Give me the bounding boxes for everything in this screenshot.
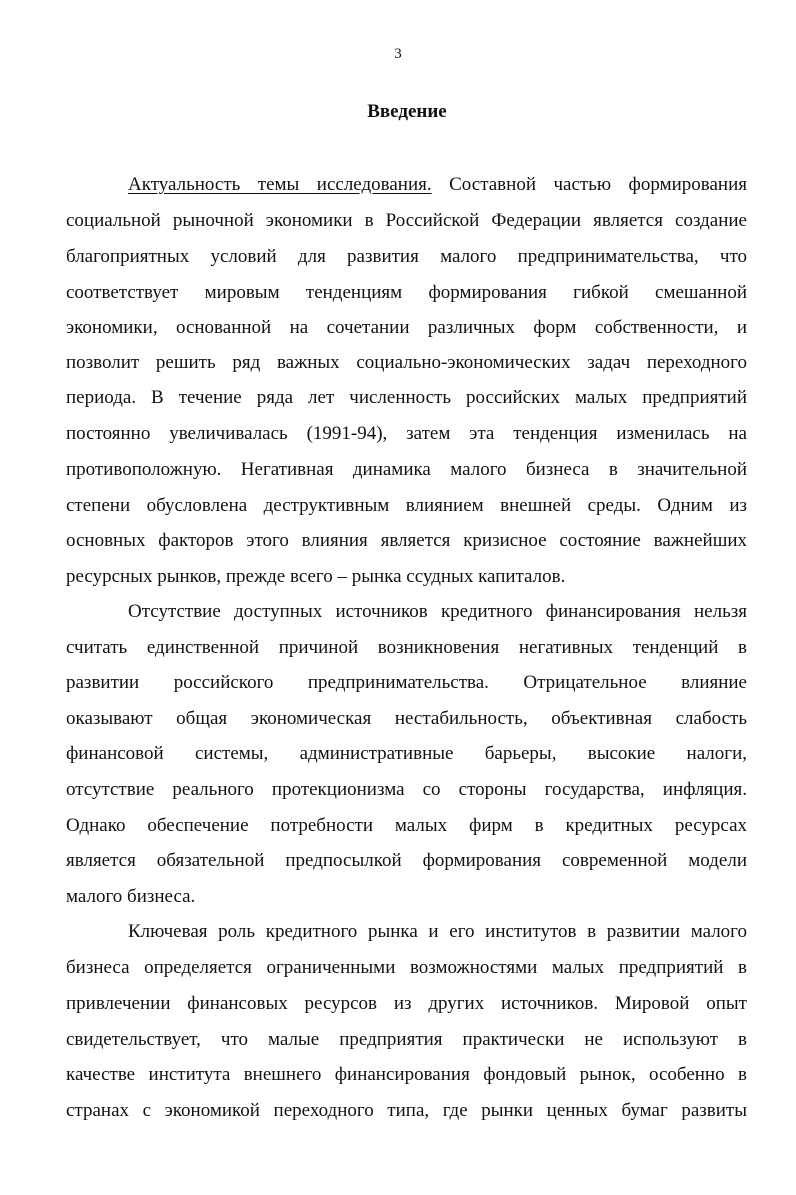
text-line (128, 168, 747, 202)
page-number: 3 (394, 46, 402, 62)
text-line: постоянно увеличивалась (1991-94), затем эта тенденция изменилась на (66, 423, 747, 444)
text-line: качестве института внешнего финансирования фондовый рынок, особенно в (66, 1064, 747, 1085)
underlined-topic-label: Актуальность темы исследования. (128, 174, 432, 195)
text-line: соответствует мировым тенденциям формирования гибкой смешанной (66, 282, 747, 303)
text-line: отсутствие реального протекционизма со стороны государства, инфляция. (66, 779, 747, 800)
text-line: основных факторов этого влияния является кризисное состояние важнейших (66, 530, 747, 551)
text-line: странах с экономикой переходного типа, где рынки ценных бумаг развиты (66, 1100, 747, 1121)
text-line: финансовой системы, административные барьеры, высокие налоги, (66, 743, 747, 764)
text-line: экономики, основанной на сочетании различных форм собственности, и (66, 317, 747, 338)
text-line: является обязательной предпосылкой формирования современной модели (66, 850, 747, 871)
text-line: считать единственной причиной возникновения негативных тенденций в (66, 637, 747, 658)
text-line: социальной рыночной экономики в Российской Федерации является создание (66, 210, 747, 231)
text-line: Однако обеспечение потребности малых фирм в кредитных ресурсах (66, 815, 747, 836)
text-line: оказывают общая экономическая нестабильность, объективная слабость (66, 708, 747, 729)
text-line: малого бизнеса. (66, 886, 196, 907)
text-line: свидетельствует, что малые предприятия практически не используют в (66, 1029, 747, 1050)
text-line: Отсутствие доступных источников кредитного финансирования нельзя (128, 601, 747, 622)
text-line-rest: Составной частью формирования (431, 174, 747, 195)
text-line: бизнеса определяется ограниченными возможностями малых предприятий в (66, 957, 747, 978)
text-line: привлечении финансовых ресурсов из других источников. Мировой опыт (66, 993, 747, 1014)
text-line: противоположную. Негативная динамика малого бизнеса в значительной (66, 459, 747, 480)
text-line: благоприятных условий для развития малого предпринимательства, что (66, 246, 747, 267)
text-line: степени обусловлена деструктивным влиянием внешней среды. Одним из (66, 495, 747, 516)
text-line: периода. В течение ряда лет численность российских малых предприятий (66, 387, 747, 408)
text-line: ресурсных рынков, прежде всего – рынка ссудных капиталов. (66, 566, 566, 587)
section-heading: Введение (367, 101, 447, 122)
text-line: развитии российского предпринимательства. Отрицательное влияние (66, 672, 747, 693)
text-line: позволит решить ряд важных социально-экономических задач переходного (66, 352, 747, 373)
text-line: Ключевая роль кредитного рынка и его институтов в развитии малого (128, 921, 747, 942)
